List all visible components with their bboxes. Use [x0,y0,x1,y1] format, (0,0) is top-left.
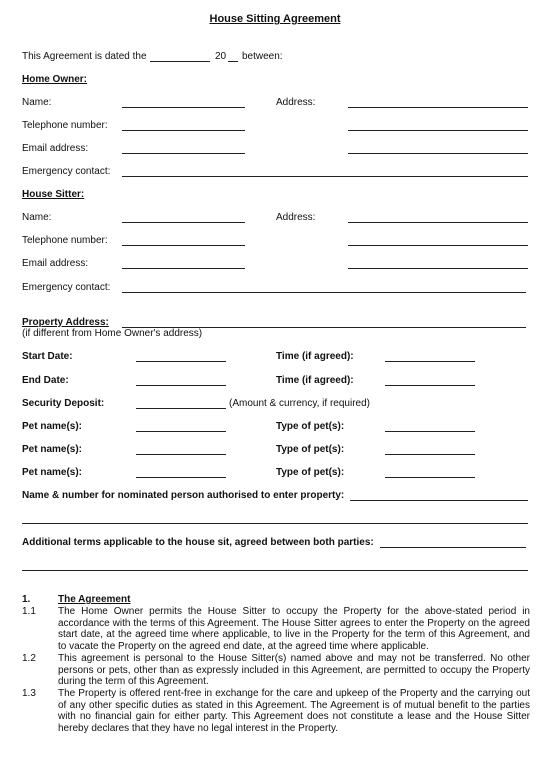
clause-number: 1.1 [22,606,36,617]
clause-number: 1.2 [22,653,36,664]
end-time-label: Time (if agreed): [276,375,354,386]
home-owner-telephone-label: Telephone number: [22,120,108,131]
nominated-person-field-2[interactable] [22,523,528,524]
house-sitter-telephone-label: Telephone number: [22,235,108,246]
nominated-person-field-1[interactable] [350,500,528,501]
additional-terms-field-2[interactable] [22,570,528,571]
home-owner-address-field-2[interactable] [348,130,528,131]
home-owner-email-label: Email address: [22,143,89,154]
pet-name-field-3[interactable] [136,477,226,478]
pet-name-label-3: Pet name(s): [22,467,83,478]
home-owner-telephone-field[interactable] [122,130,245,131]
start-date-label: Start Date: [22,351,73,362]
dated-year-field[interactable] [228,61,238,62]
pet-type-field-3[interactable] [385,477,475,478]
dated-suffix: between: [242,51,283,62]
security-deposit-label: Security Deposit: [22,398,105,409]
pet-type-label-1: Type of pet(s): [276,421,345,432]
start-time-label: Time (if agreed): [276,351,354,362]
page-title: House Sitting Agreement [209,13,341,25]
house-sitter-address-field-1[interactable] [348,222,528,223]
security-deposit-note: (Amount & currency, if required) [229,398,370,409]
security-deposit-field[interactable] [136,408,226,409]
pet-name-label-2: Pet name(s): [22,444,83,455]
start-time-field[interactable] [385,361,475,362]
house-sitter-name-field[interactable] [122,222,245,223]
end-date-label: End Date: [22,375,69,386]
house-sitter-name-label: Name: [22,212,52,223]
dated-prefix: This Agreement is dated the [22,51,147,62]
pet-name-label-1: Pet name(s): [22,421,83,432]
clause-text: The Property is offered rent-free in exchange for the care and upkeep of the Property and the carrying out of any other specific duties as stated in this Agreement. The Agreement is of mutual benefit to the parties with no financial gain for either party. This Agreement does not constitute a lease and the House Sitter hereby declares that they have no legal interest in the Property. [58,688,530,734]
nominated-person-label: Name & number for nominated person authorised to enter property: [22,490,345,501]
property-address-note: (if different from Home Owner's address) [22,328,203,339]
pet-name-field-2[interactable] [136,454,226,455]
pet-type-field-1[interactable] [385,431,475,432]
house-sitter-telephone-field[interactable] [122,245,245,246]
home-owner-name-label: Name: [22,97,52,108]
home-owner-address-field-3[interactable] [348,153,528,154]
home-owner-emergency-field[interactable] [122,176,528,177]
end-date-field[interactable] [136,385,226,386]
start-date-field[interactable] [136,361,226,362]
home-owner-heading: Home Owner: [22,74,88,85]
house-sitter-address-label: Address: [276,212,316,223]
house-sitter-address-field-3[interactable] [348,268,528,269]
dated-day-field[interactable] [150,61,210,62]
home-owner-emergency-label: Emergency contact: [22,166,111,177]
home-owner-address-label: Address: [276,97,316,108]
clause-number: 1.3 [22,688,36,699]
home-owner-email-field[interactable] [122,153,245,154]
home-owner-name-field[interactable] [122,107,245,108]
additional-terms-field-1[interactable] [380,547,526,548]
pet-type-label-2: Type of pet(s): [276,444,345,455]
end-time-field[interactable] [385,385,475,386]
pet-type-label-3: Type of pet(s): [276,467,345,478]
additional-terms-label: Additional terms applicable to the house sit, agreed between both parties: [22,537,374,548]
dated-year-prefix: 20 [215,51,227,62]
house-sitter-email-label: Email address: [22,258,89,269]
house-sitter-heading: House Sitter: [22,189,85,200]
section-number: 1. [22,594,31,605]
home-owner-address-field-1[interactable] [348,107,528,108]
property-address-heading: Property Address: [22,317,109,328]
clause-text: The Home Owner permits the House Sitter to occupy the Property for the above-stated period in accordance with the terms of this Agreement. The House Sitter agrees to enter the Property on the agreed start date, at the agreed time where applicable, to live in the Property for the term of this Agreement, and to vacate the Property on the agreed end date, at the agreed time where applicable. [58,606,530,652]
section-heading: The Agreement [58,594,131,605]
pet-type-field-2[interactable] [385,454,475,455]
house-sitter-email-field[interactable] [122,268,245,269]
clause-text: This agreement is personal to the House Sitter(s) named above and may not be transferred. No other persons or pets, other than as expressly included in this Agreement, are permitted to occupy the Property during the term of this Agreement. [58,653,530,688]
house-sitter-emergency-label: Emergency contact: [22,282,111,293]
house-sitter-emergency-field[interactable] [122,292,526,293]
house-sitter-address-field-2[interactable] [348,245,528,246]
pet-name-field-1[interactable] [136,431,226,432]
